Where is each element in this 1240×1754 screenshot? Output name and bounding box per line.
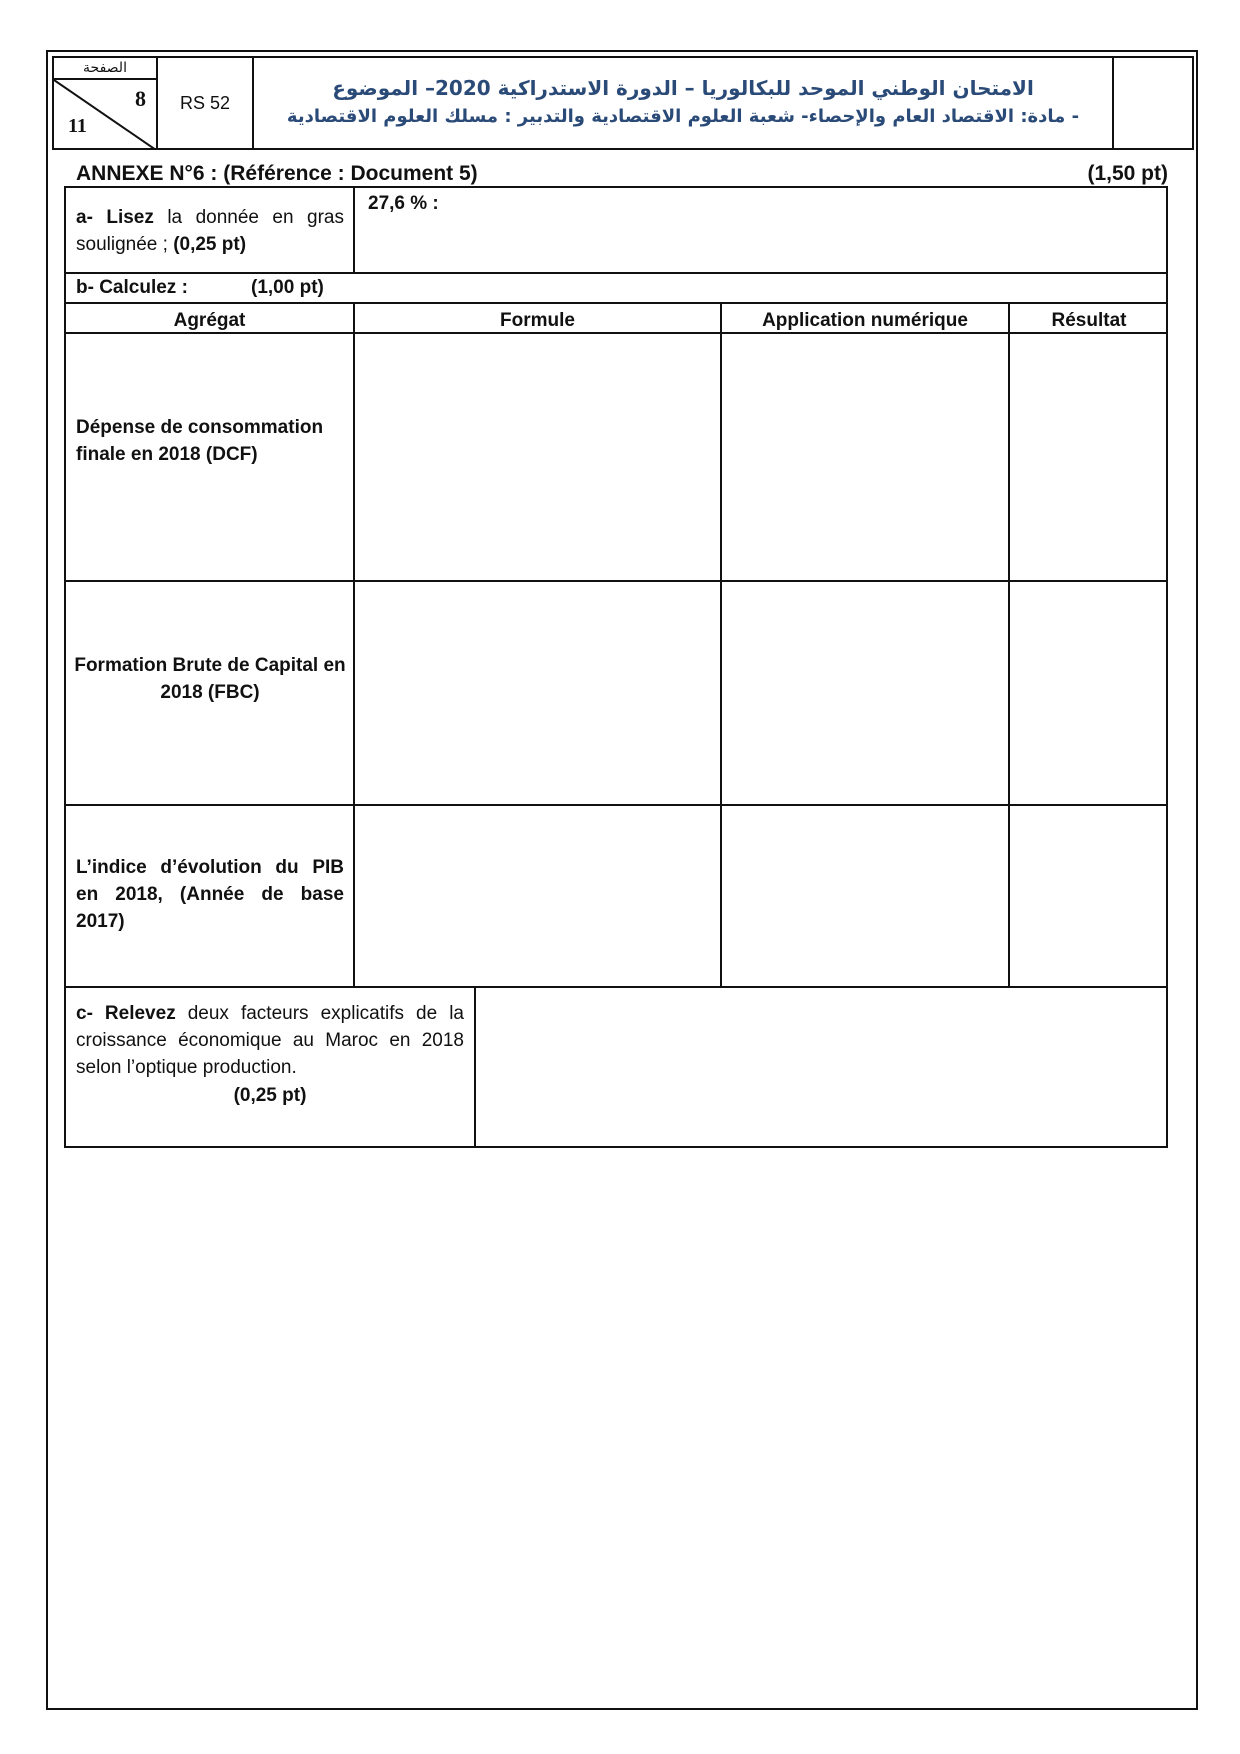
col-header-formule: Formule <box>500 310 575 331</box>
exam-header <box>52 56 1194 150</box>
col-divider <box>474 986 476 1148</box>
col-divider <box>720 302 722 988</box>
cell-fbc-resultat[interactable] <box>1011 582 1166 802</box>
answer-a-prefix: 27,6 % : <box>368 193 439 214</box>
cell-indice-resultat[interactable] <box>1011 806 1166 984</box>
col-divider <box>1008 302 1010 988</box>
col-divider <box>353 188 355 272</box>
page-total: 11 <box>68 115 87 137</box>
cell-fbc-formule[interactable] <box>356 582 718 802</box>
answer-c-field[interactable] <box>477 988 1167 1146</box>
cell-fbc-application[interactable] <box>723 582 1006 802</box>
row-divider <box>66 302 1166 304</box>
col-header-agregat: Agrégat <box>173 310 246 331</box>
cell-dcf-application[interactable] <box>723 334 1006 578</box>
annex-points: (1,50 pt) <box>1087 162 1168 185</box>
col-divider <box>353 302 355 988</box>
row-label-indice: L’indice d’évolution du PIB en 2018, (Année de base 2017) <box>76 857 344 932</box>
question-c-text: deux facteurs explicatifs de la croissance économique au Maroc en 2018 selon l’optique production. <box>76 1003 464 1078</box>
page-current: 8 <box>135 86 146 111</box>
question-a-text: la donnée en gras soulignée ; <box>76 207 344 255</box>
question-c <box>76 1000 464 1081</box>
question-a <box>76 204 344 258</box>
header-empty-cell <box>1114 58 1192 148</box>
question-c-verb: c- Relevez <box>76 1003 176 1024</box>
cell-dcf-formule[interactable] <box>356 334 718 578</box>
question-c-points: (0,25 pt) <box>233 1085 307 1106</box>
question-b-points: (1,00 pt) <box>251 277 324 298</box>
cell-indice-application[interactable] <box>723 806 1006 984</box>
row-divider <box>66 272 1166 274</box>
cell-dcf-resultat[interactable] <box>1011 334 1166 578</box>
col-header-resultat: Résultat <box>1051 310 1127 331</box>
exam-title <box>254 58 1114 148</box>
cell-indice-formule[interactable] <box>356 806 718 984</box>
subject-code: RS 52 <box>158 58 254 148</box>
question-a-verb: a- Lisez <box>76 207 154 228</box>
question-a-points: (0,25 pt) <box>173 234 247 255</box>
answer-a-field[interactable] <box>356 218 1166 270</box>
page-number-box <box>54 58 158 148</box>
answer-table <box>64 186 1168 1148</box>
row-label-dcf: Dépense de consommation finale en 2018 (DCF) <box>76 417 324 465</box>
title-line-2: - مادة: الاقتصاد العام والإحصاء- شعبة العلوم الاقتصادية والتدبير : مسلك العلوم الاقتصادية <box>286 106 1080 127</box>
row-label-fbc: Formation Brute de Capital en 2018 (FBC) <box>74 655 346 703</box>
col-header-application: Application numérique <box>762 310 968 331</box>
annex-title: ANNEXE N°6 : (Référence : Document 5) <box>76 162 478 185</box>
title-line-1: الامتحان الوطني الموحد للبكالوريا – الدورة الاستدراكية 2020– الموضوع <box>332 76 1034 100</box>
page-label: الصفحة <box>54 58 156 80</box>
question-b-label: b- Calculez : <box>76 277 188 298</box>
